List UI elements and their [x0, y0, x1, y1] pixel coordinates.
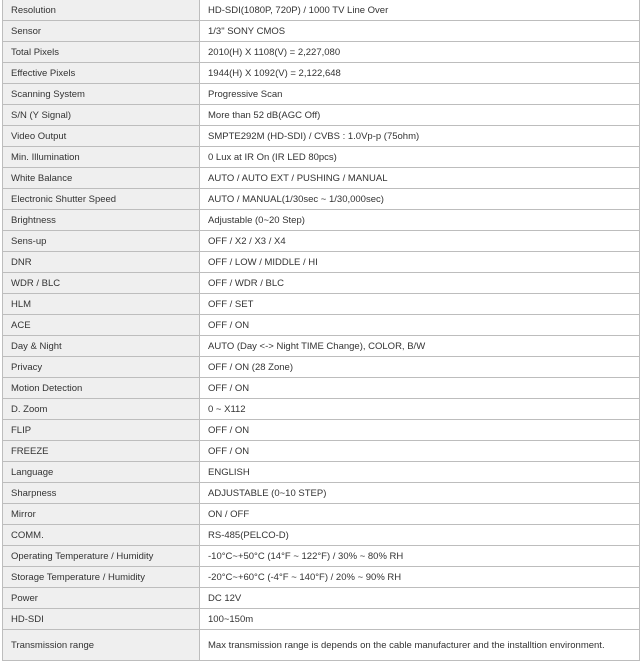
spec-value: OFF / ON	[200, 420, 640, 441]
spec-row	[3, 315, 640, 336]
spec-row	[3, 483, 640, 504]
spec-value: RS-485(PELCO-D)	[200, 525, 640, 546]
spec-value: ADJUSTABLE (0~10 STEP)	[200, 483, 640, 504]
spec-label: Sensor	[3, 21, 200, 42]
spec-row	[3, 567, 640, 588]
spec-label: COMM.	[3, 525, 200, 546]
spec-label: FLIP	[3, 420, 200, 441]
spec-label: Brightness	[3, 210, 200, 231]
spec-row	[3, 504, 640, 525]
spec-row	[3, 441, 640, 462]
spec-value: 100~150m	[200, 609, 640, 630]
spec-value: 2010(H) X 1108(V) = 2,227,080	[200, 42, 640, 63]
spec-value: 1/3" SONY CMOS	[200, 21, 640, 42]
spec-value: ON / OFF	[200, 504, 640, 525]
spec-value: DC 12V	[200, 588, 640, 609]
spec-label: Language	[3, 462, 200, 483]
spec-row	[3, 609, 640, 630]
spec-value: AUTO / MANUAL(1/30sec ~ 1/30,000sec)	[200, 189, 640, 210]
spec-label: Total Pixels	[3, 42, 200, 63]
spec-value: OFF / ON (28 Zone)	[200, 357, 640, 378]
spec-label: Power	[3, 588, 200, 609]
spec-label: ACE	[3, 315, 200, 336]
spec-value: More than 52 dB(AGC Off)	[200, 105, 640, 126]
spec-row	[3, 525, 640, 546]
spec-value: OFF / ON	[200, 315, 640, 336]
spec-row	[3, 189, 640, 210]
spec-row	[3, 231, 640, 252]
spec-label: FREEZE	[3, 441, 200, 462]
spec-row	[3, 294, 640, 315]
spec-row	[3, 252, 640, 273]
spec-value: OFF / ON	[200, 441, 640, 462]
spec-row	[3, 357, 640, 378]
spec-value: 0 Lux at IR On (IR LED 80pcs)	[200, 147, 640, 168]
spec-label: Video Output	[3, 126, 200, 147]
spec-label: Operating Temperature / Humidity	[3, 546, 200, 567]
specification-table-body	[3, 0, 640, 661]
spec-value: -20°C~+60°C (-4°F ~ 140°F) / 20% ~ 90% RH	[200, 567, 640, 588]
spec-label: Transmission range	[3, 630, 200, 661]
spec-value: -10°C~+50°C (14°F ~ 122°F) / 30% ~ 80% RH	[200, 546, 640, 567]
spec-label: S/N (Y Signal)	[3, 105, 200, 126]
spec-label: Privacy	[3, 357, 200, 378]
spec-value: OFF / X2 / X3 / X4	[200, 231, 640, 252]
spec-label: White Balance	[3, 168, 200, 189]
spec-label: Scanning System	[3, 84, 200, 105]
spec-row	[3, 420, 640, 441]
spec-row	[3, 630, 640, 661]
spec-value: Adjustable (0~20 Step)	[200, 210, 640, 231]
spec-row	[3, 546, 640, 567]
spec-label: Storage Temperature / Humidity	[3, 567, 200, 588]
spec-row	[3, 63, 640, 84]
spec-value: 1944(H) X 1092(V) = 2,122,648	[200, 63, 640, 84]
spec-label: Resolution	[3, 0, 200, 21]
spec-value: OFF / WDR / BLC	[200, 273, 640, 294]
specification-table	[2, 0, 640, 661]
spec-row	[3, 147, 640, 168]
spec-label: D. Zoom	[3, 399, 200, 420]
spec-row	[3, 399, 640, 420]
spec-value: OFF / SET	[200, 294, 640, 315]
spec-label: Electronic Shutter Speed	[3, 189, 200, 210]
spec-row	[3, 588, 640, 609]
spec-value: Progressive Scan	[200, 84, 640, 105]
spec-row	[3, 0, 640, 21]
spec-label: DNR	[3, 252, 200, 273]
spec-row	[3, 42, 640, 63]
spec-row	[3, 462, 640, 483]
spec-value: Max transmission range is depends on the cable manufacturer and the installtion environment.	[200, 630, 640, 661]
spec-row	[3, 105, 640, 126]
spec-value: HD-SDI(1080P, 720P) / 1000 TV Line Over	[200, 0, 640, 21]
spec-row	[3, 378, 640, 399]
spec-label: Min. Illumination	[3, 147, 200, 168]
spec-label: WDR / BLC	[3, 273, 200, 294]
spec-label: Motion Detection	[3, 378, 200, 399]
spec-value: OFF / LOW / MIDDLE / HI	[200, 252, 640, 273]
spec-value: AUTO / AUTO EXT / PUSHING / MANUAL	[200, 168, 640, 189]
spec-row	[3, 336, 640, 357]
spec-label: Effective Pixels	[3, 63, 200, 84]
spec-label: Day & Night	[3, 336, 200, 357]
spec-label: HLM	[3, 294, 200, 315]
spec-value: ENGLISH	[200, 462, 640, 483]
spec-row	[3, 273, 640, 294]
spec-label: Sharpness	[3, 483, 200, 504]
spec-row	[3, 84, 640, 105]
spec-row	[3, 21, 640, 42]
spec-row	[3, 210, 640, 231]
spec-row	[3, 168, 640, 189]
spec-value: AUTO (Day <-> Night TIME Change), COLOR, B/W	[200, 336, 640, 357]
spec-value: SMPTE292M (HD-SDI) / CVBS : 1.0Vp-p (75ohm)	[200, 126, 640, 147]
spec-label: HD-SDI	[3, 609, 200, 630]
spec-value: OFF / ON	[200, 378, 640, 399]
spec-value: 0 ~ X112	[200, 399, 640, 420]
spec-label: Sens-up	[3, 231, 200, 252]
spec-row	[3, 126, 640, 147]
spec-label: Mirror	[3, 504, 200, 525]
